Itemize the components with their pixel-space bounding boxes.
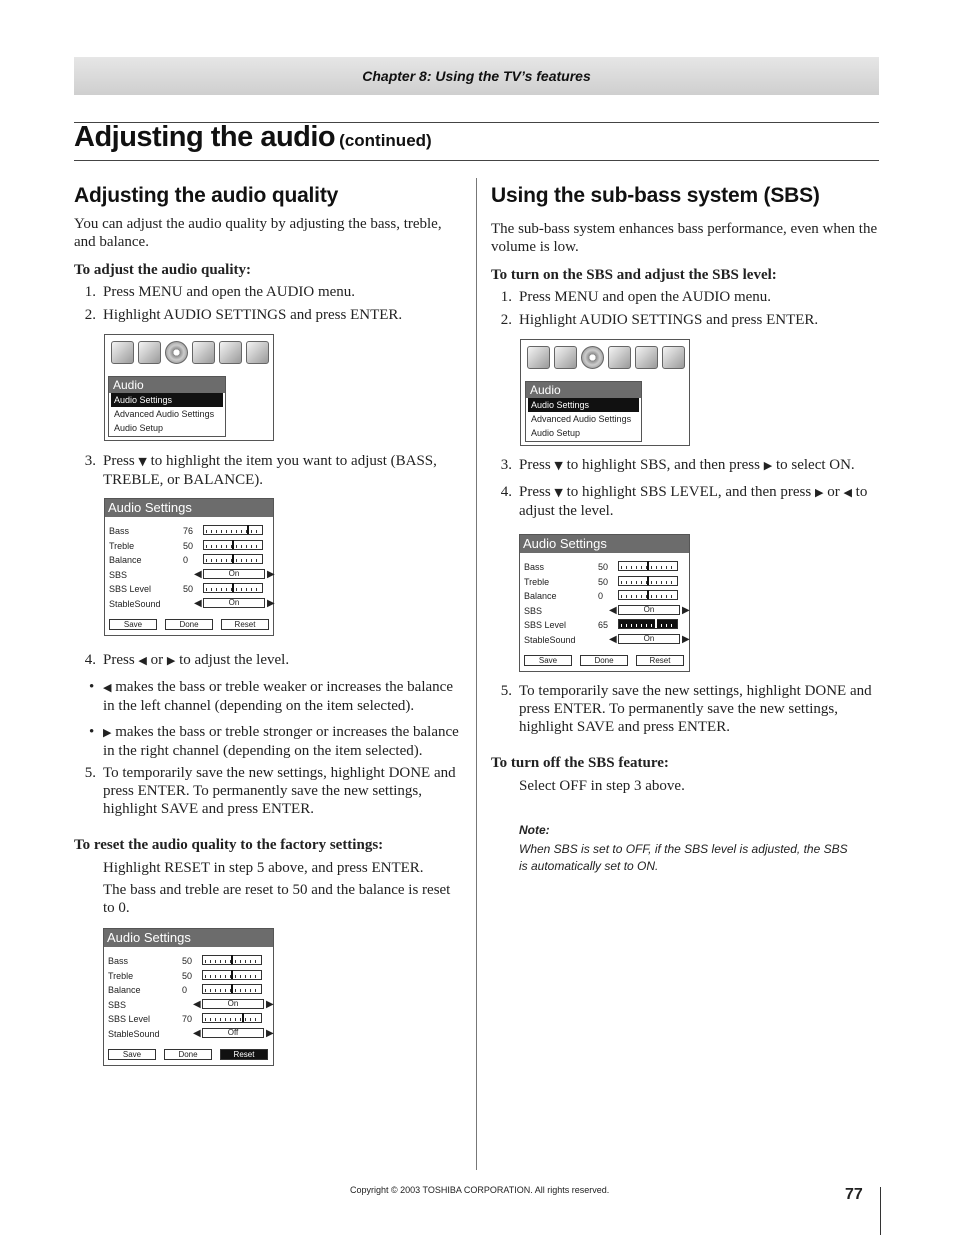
setting-label: Treble	[108, 970, 134, 981]
bullet: •	[89, 679, 95, 695]
setting-row-bass[interactable]	[108, 954, 277, 968]
audio-menu-box	[525, 381, 642, 442]
audio-menu-icon	[581, 346, 604, 369]
level-slider[interactable]	[618, 576, 678, 586]
level-slider[interactable]	[202, 955, 262, 965]
sbs-off-subhead: To turn off the SBS feature:	[491, 755, 669, 771]
setting-row-sbs[interactable]	[108, 998, 277, 1012]
slider-knob[interactable]	[232, 540, 234, 549]
done-button[interactable]: Done	[164, 1049, 212, 1060]
setting-row-treble[interactable]	[108, 969, 277, 983]
setting-row-balance[interactable]	[524, 589, 693, 603]
audio-settings-screen-2	[103, 928, 274, 1066]
step-number: 3.	[84, 453, 96, 469]
setting-toggle[interactable]: On	[203, 598, 265, 608]
save-button[interactable]: Save	[524, 655, 572, 666]
down-arrow-icon: ▼	[554, 486, 563, 499]
left-step-2: Highlight AUDIO SETTINGS and press ENTER.	[103, 307, 403, 323]
setting-toggle[interactable]: On	[618, 605, 680, 615]
bullet: •	[89, 724, 95, 740]
slider-knob[interactable]	[247, 525, 249, 534]
left-arrow-icon: ◀	[138, 654, 147, 667]
setting-row-stablesound[interactable]	[108, 1027, 277, 1041]
right-arrow-icon[interactable]: ▶	[267, 597, 275, 609]
setting-value: 65	[598, 620, 609, 630]
right-arrow-icon: ▶	[103, 726, 112, 739]
video-menu-icon	[138, 341, 161, 364]
menu-item-audio-settings[interactable]: Audio Settings	[528, 398, 639, 412]
setting-value: 50	[598, 576, 609, 587]
down-arrow-icon: ▼	[554, 459, 563, 472]
audio-menu-title: Audio	[109, 377, 225, 393]
audio-menu-icon	[165, 341, 188, 364]
setting-toggle[interactable]: On	[202, 999, 264, 1009]
step-number: 3.	[500, 457, 512, 473]
setting-row-treble[interactable]	[524, 575, 693, 589]
setting-label: SBS Level	[109, 584, 152, 594]
setting-label: SBS	[109, 569, 128, 580]
right-arrow-icon: ▶	[814, 486, 824, 499]
right-subhead: To turn on the SBS and adjust the SBS level:	[491, 267, 777, 283]
setting-label: StableSound	[109, 598, 161, 609]
menu-item-audio-settings[interactable]: Audio Settings	[111, 393, 223, 407]
reset-button[interactable]: Reset	[636, 655, 684, 666]
menu-icon-row	[527, 346, 689, 369]
picture-menu-icon	[527, 346, 550, 369]
menu-item-advanced-audio-settings[interactable]: Advanced Audio Settings	[531, 414, 632, 424]
right-step-2: Highlight AUDIO SETTINGS and press ENTER.	[519, 312, 819, 328]
setting-value: 70	[182, 1014, 193, 1024]
setting-value: 50	[182, 970, 193, 981]
left-arrow-icon[interactable]: ◀	[194, 597, 202, 609]
step-number: 4.	[84, 652, 96, 668]
menu-icon-row	[111, 341, 273, 364]
setting-value: 0	[598, 591, 604, 601]
right-arrow-icon[interactable]: ▶	[267, 568, 275, 580]
setting-row-sbs-level[interactable]	[109, 582, 277, 596]
done-button[interactable]: Done	[165, 619, 213, 630]
setting-label: SBS Level	[524, 620, 567, 630]
level-slider[interactable]	[202, 970, 262, 980]
lock-menu-icon	[635, 346, 658, 369]
video-menu-icon	[554, 346, 577, 369]
setting-value: 0	[182, 985, 188, 995]
slider-knob[interactable]	[231, 970, 233, 979]
lock-menu-icon	[219, 341, 242, 364]
left-arrow-icon[interactable]: ◀	[193, 1027, 201, 1039]
step-number: 5.	[84, 765, 96, 781]
picture-menu-icon	[111, 341, 134, 364]
level-slider[interactable]	[203, 525, 263, 535]
left-arrow-icon: ◀	[103, 681, 112, 694]
left-step-1: Press MENU and open the AUDIO menu.	[103, 284, 356, 300]
setting-label: StableSound	[108, 1028, 160, 1039]
left-bullet-1: ◀ makes the bass or treble weaker or increases the balance in the left channel (depending on the item selected).	[103, 679, 453, 714]
chapter-header-bar	[74, 57, 879, 95]
page-title	[74, 121, 432, 154]
setting-label: SBS	[108, 999, 127, 1010]
step-number: 4.	[500, 484, 512, 500]
page-number-rule	[880, 1187, 881, 1235]
left-step-4: Press ◀ or ▶ to adjust the level.	[103, 652, 290, 668]
setting-value: 50	[183, 584, 194, 594]
setting-label: Balance	[109, 555, 142, 565]
setup-menu-icon	[192, 341, 215, 364]
audio-menu-title: Audio	[526, 382, 641, 398]
page-number: 77	[845, 1186, 863, 1203]
setting-label: Bass	[109, 526, 130, 536]
slider-knob[interactable]	[231, 955, 233, 964]
level-slider[interactable]	[203, 583, 263, 593]
level-slider[interactable]	[202, 984, 262, 994]
setup-menu-icon	[608, 346, 631, 369]
note-text: When SBS is set to OFF, if the SBS level is adjusted, the SBS is automatically set to ON.	[519, 842, 848, 873]
down-arrow-icon: ▼	[138, 455, 147, 468]
left-step-5: To temporarily save the new settings, highlight DONE and press ENTER. To permanently save the new settings, highlight SAVE and press ENTER.	[103, 765, 456, 817]
sbs-off-text: Select OFF in step 3 above.	[519, 778, 685, 794]
setting-label: Balance	[524, 591, 557, 601]
setting-row-sbs-level[interactable]	[524, 618, 693, 632]
right-arrow-icon[interactable]: ▶	[682, 604, 690, 616]
save-button[interactable]: Save	[108, 1049, 156, 1060]
title-bottom-rule	[74, 160, 879, 161]
setting-row-sbs[interactable]	[524, 604, 693, 618]
setting-label: StableSound	[524, 634, 576, 645]
page-title-text: Adjusting the audio	[74, 121, 336, 153]
page-title-suffix: (continued)	[339, 131, 432, 150]
setting-row-stablesound[interactable]	[524, 633, 693, 647]
column-divider	[476, 178, 477, 1170]
right-arrow-icon[interactable]: ▶	[266, 998, 274, 1010]
chapter-title: Chapter 8: Using the TV’s features	[362, 68, 591, 84]
settings-button-row	[108, 1049, 269, 1060]
setting-toggle[interactable]: On	[618, 634, 680, 644]
right-step-5: To temporarily save the new settings, highlight DONE and press ENTER. To permanently save the new settings, highlight SAVE and press ENTER.	[519, 683, 872, 735]
setting-value: 0	[183, 555, 189, 565]
left-arrow-icon[interactable]: ◀	[193, 998, 201, 1010]
menu-item-advanced-audio-settings[interactable]: Advanced Audio Settings	[114, 409, 215, 419]
applications-menu-icon	[662, 346, 685, 369]
level-slider[interactable]	[618, 590, 678, 600]
setting-label: SBS Level	[108, 1014, 151, 1024]
level-slider[interactable]	[618, 619, 678, 629]
slider-knob[interactable]	[647, 576, 649, 585]
left-subhead: To adjust the audio quality:	[74, 262, 251, 278]
right-arrow-icon: ▶	[763, 459, 773, 472]
setting-value: 76	[183, 526, 194, 536]
note-title: Note:	[519, 823, 550, 837]
audio-menu-screen	[104, 334, 274, 441]
reset-text-2: The bass and treble are reset to 50 and the balance is reset to 0.	[103, 882, 451, 916]
setting-toggle[interactable]: Off	[202, 1028, 264, 1038]
step-number: 5.	[500, 683, 512, 699]
step-number: 1.	[84, 284, 96, 300]
left-heading: Adjusting the audio quality	[74, 184, 339, 207]
setting-row-treble[interactable]	[109, 539, 277, 553]
save-button[interactable]: Save	[109, 619, 157, 630]
slider-knob[interactable]	[647, 561, 649, 570]
right-heading: Using the sub-bass system (SBS)	[491, 184, 820, 207]
left-arrow-icon[interactable]: ◀	[609, 633, 617, 645]
audio-settings-title: Audio Settings	[105, 499, 273, 517]
setting-value: 50	[183, 540, 194, 551]
step-number: 2.	[500, 312, 512, 328]
setting-row-sbs[interactable]	[109, 568, 277, 582]
setting-row-balance[interactable]	[108, 983, 277, 997]
applications-menu-icon	[246, 341, 269, 364]
left-arrow-icon: ◀	[843, 486, 852, 499]
settings-button-row	[109, 619, 269, 630]
audio-settings-screen-3	[519, 534, 690, 672]
right-intro: The sub-bass system enhances bass performance, even when the volume is low.	[491, 221, 878, 255]
left-intro: You can adjust the audio quality by adjusting the bass, treble, and balance.	[74, 216, 442, 250]
settings-button-row	[524, 655, 685, 666]
setting-label: SBS	[524, 605, 543, 616]
setting-label: Balance	[108, 985, 141, 995]
left-arrow-icon[interactable]: ◀	[609, 604, 617, 616]
setting-row-stablesound[interactable]	[109, 597, 277, 611]
right-step-4: Press ▼ to highlight SBS LEVEL, and then press ▶ or ◀ to adjust the level.	[519, 484, 868, 519]
setting-label: Treble	[524, 576, 550, 587]
reset-button[interactable]: Reset	[221, 619, 269, 630]
setting-row-balance[interactable]	[109, 553, 277, 567]
level-slider[interactable]	[203, 540, 263, 550]
setting-row-bass[interactable]	[524, 560, 693, 574]
setting-label: Bass	[524, 562, 545, 572]
slider-knob[interactable]	[242, 1013, 244, 1022]
left-bullet-2: ▶ makes the bass or treble stronger or increases the balance in the right channel (depending on the item selected).	[103, 724, 459, 759]
setting-value: 50	[598, 562, 609, 572]
step-number: 1.	[500, 289, 512, 305]
level-slider[interactable]	[203, 554, 263, 564]
setting-row-sbs-level[interactable]	[108, 1012, 277, 1026]
setting-value: 50	[182, 956, 193, 966]
menu-item-audio-setup[interactable]: Audio Setup	[114, 423, 164, 433]
reset-button[interactable]: Reset	[220, 1049, 268, 1060]
done-button[interactable]: Done	[580, 655, 628, 666]
slider-knob[interactable]	[232, 583, 234, 592]
slider-knob[interactable]	[655, 619, 657, 628]
audio-settings-title: Audio Settings	[520, 535, 689, 553]
slider-knob[interactable]	[232, 554, 234, 563]
left-arrow-icon[interactable]: ◀	[194, 568, 202, 580]
right-arrow-icon[interactable]: ▶	[266, 1027, 274, 1039]
audio-settings-title: Audio Settings	[104, 929, 273, 947]
level-slider[interactable]	[618, 561, 678, 571]
slider-knob[interactable]	[647, 590, 649, 599]
right-arrow-icon[interactable]: ▶	[682, 633, 690, 645]
right-step-3: Press ▼ to highlight SBS, and then press ▶ to select ON.	[519, 457, 855, 473]
level-slider[interactable]	[202, 1013, 262, 1023]
copyright: Copyright © 2003 TOSHIBA CORPORATION. All rights reserved.	[350, 1185, 610, 1195]
audio-menu-screen-right	[520, 339, 690, 446]
setting-label: Bass	[108, 956, 129, 966]
left-step-3: Press ▼ to highlight the item you want to adjust (BASS, TREBLE, or BALANCE).	[103, 453, 437, 488]
reset-text-1: Highlight RESET in step 5 above, and press ENTER.	[103, 860, 424, 876]
slider-knob[interactable]	[231, 984, 233, 993]
setting-toggle[interactable]: On	[203, 569, 265, 579]
setting-label: Treble	[109, 540, 135, 551]
menu-item-audio-setup[interactable]: Audio Setup	[531, 428, 581, 438]
reset-subhead: To reset the audio quality to the factory settings:	[74, 837, 384, 853]
right-step-1: Press MENU and open the AUDIO menu.	[519, 289, 772, 305]
audio-settings-screen-1	[104, 498, 274, 636]
step-number: 2.	[84, 307, 96, 323]
setting-row-bass[interactable]	[109, 524, 277, 538]
audio-menu-box	[108, 376, 226, 437]
right-arrow-icon: ▶	[166, 654, 176, 667]
